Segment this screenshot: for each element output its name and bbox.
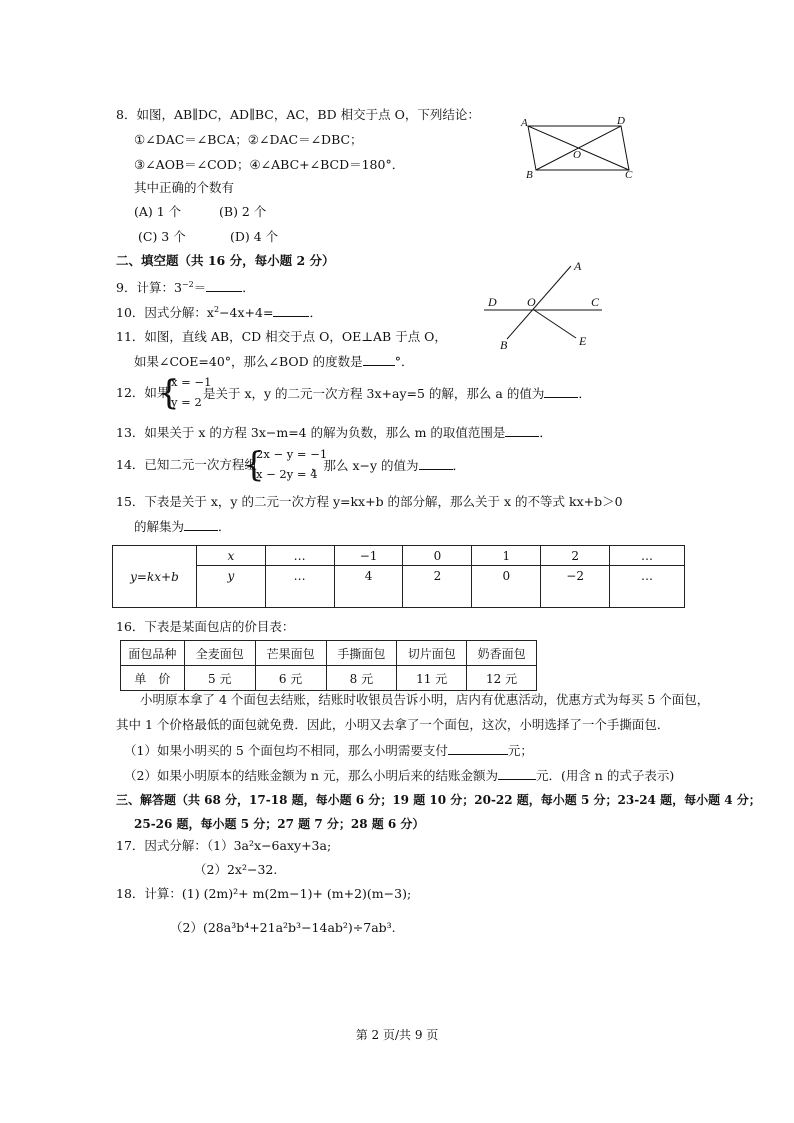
q10-pre: 10．因式分解：x	[116, 305, 214, 320]
q11-line1: 11．如图，直线 AB，CD 相交于点 O，OE⊥AB 于点 O，	[116, 329, 447, 344]
q15-y-header: y	[196, 566, 265, 608]
q16-price-cell: 11 元	[397, 666, 467, 691]
q15-y-cell: …	[610, 566, 685, 608]
q16-para1: 小明原本拿了 4 个面包去结账，结账时收银员告诉小明，店内有优惠活动，优惠方式为每买 5 个面包，	[140, 692, 710, 707]
q13	[116, 424, 552, 441]
q16-header-cell: 芒果面包	[255, 641, 326, 666]
q13-end: ．	[539, 425, 552, 440]
q9	[116, 279, 255, 296]
q8-parallelogram-figure	[512, 112, 642, 182]
q8-label-o: O	[573, 149, 581, 161]
q16-sub1-end: 元；	[507, 743, 533, 758]
q12-pre: 12．如果	[116, 385, 170, 400]
q15-x-cell: 0	[403, 546, 472, 566]
q16-header-cell: 切片面包	[397, 641, 467, 666]
q15-y-cell: 2	[403, 566, 472, 608]
q18-line2: （2）(28a³b⁴+21a²b³−14ab²)÷7ab³.	[170, 920, 396, 935]
q16-header-cell: 全麦面包	[184, 641, 255, 666]
q8-label-d: D	[617, 115, 625, 127]
q11-end: °．	[394, 354, 414, 369]
q9-exponent: −2	[181, 279, 194, 289]
q8-label-b: B	[526, 169, 533, 181]
q15-x-cell: …	[265, 546, 334, 566]
q15-x-cell: …	[610, 546, 685, 566]
q16-title: 16．下表是某面包店的价目表：	[116, 619, 295, 634]
q15-y-cell: …	[265, 566, 334, 608]
section2-title: 二、填空题（共 16 分，每小题 2 分）	[116, 253, 335, 268]
q9-answer-blank[interactable]	[206, 279, 242, 292]
q9-post: ＝	[193, 280, 207, 295]
q15-answer-blank[interactable]	[184, 518, 218, 531]
q12-answer-blank[interactable]	[544, 385, 578, 398]
q16-header-cell: 面包品种	[121, 641, 185, 666]
q12-end: ．	[578, 386, 591, 401]
q14-answer-blank[interactable]	[419, 457, 453, 470]
q15-x-header: x	[196, 546, 265, 566]
q15-table-label: y=kx+b	[113, 546, 197, 608]
q14-post	[311, 457, 465, 474]
q16-sub1	[124, 742, 533, 759]
q12-post-text: 是关于 x，y 的二元一次方程 3x+ay=5 的解，那么 a 的值为	[203, 386, 545, 401]
q14-post-text: ，那么 x−y 的值为	[311, 458, 419, 473]
q15-y-cell: 0	[472, 566, 541, 608]
q8-option-c: (C) 3 个	[138, 229, 186, 244]
q16-sub1-text: （1）如果小明买的 5 个面包均不相同，那么小明需要支付	[124, 743, 448, 758]
q11-label-d: D	[488, 295, 497, 309]
q13-answer-blank[interactable]	[505, 424, 539, 437]
q15-y-cell: 4	[334, 566, 403, 608]
q11-line2	[134, 353, 413, 370]
q11-label-e: E	[579, 334, 587, 348]
q16-sub1-answer-blank[interactable]	[448, 742, 508, 755]
q8-option-d: (D) 4 个	[230, 229, 279, 244]
section3-title-line2: 25-26 题，每小题 5 分；27 题 7 分；28 题 6 分）	[134, 817, 425, 831]
q12-brace: {	[158, 373, 180, 413]
q8-line4: 其中正确的个数有	[134, 180, 235, 195]
q17-line1: 17．因式分解：（1）3a²x−6axy+3a;	[116, 838, 332, 853]
q8-line1: 8．如图，AB∥DC，AD∥BC，AC，BD 相交于点 O，下列结论：	[116, 107, 480, 122]
q16-sub2	[124, 767, 674, 784]
q9-pre: 9．计算：3	[116, 280, 182, 295]
q10-answer-blank[interactable]	[273, 304, 309, 317]
q11-line2-text: 如果∠COE=40°，那么∠BOD 的度数是	[134, 354, 363, 369]
q15-line2-text: 的解集为	[134, 519, 185, 534]
q10-end: ．	[309, 305, 322, 320]
q13-text: 13．如果关于 x 的方程 3x−m=4 的解为负数，那么 m 的取值范围是	[116, 425, 506, 440]
q11-label-c: C	[591, 295, 600, 309]
q8-label-a: A	[521, 117, 528, 129]
q12-post	[203, 385, 591, 402]
q12-system-eq1: x = −1	[171, 375, 212, 389]
q10	[116, 304, 322, 321]
q8-option-b: (B) 2 个	[219, 204, 267, 219]
q8-line2: ①∠DAC＝∠BCA；②∠DAC＝∠DBC；	[134, 132, 363, 147]
q14-system-eq2: x − 2y = 4	[256, 467, 318, 481]
q14-pre: 14．已知二元一次方程组	[116, 457, 257, 472]
q14-system-eq1: 2x − y = −1	[256, 447, 328, 461]
q16-para2: 其中 1 个价格最低的面包就免费．因此，小明又去拿了一个面包，这次，小明选择了一个手撕面包．	[116, 717, 670, 732]
q11-intersecting-lines-figure	[484, 258, 614, 352]
q15-end: ．	[218, 519, 231, 534]
q16-price-cell: 单 价	[121, 666, 185, 691]
q16-sub2-end: 元．(用含 n 的式子表示)	[535, 768, 675, 783]
q15-y-cell: −2	[541, 566, 610, 608]
q16-price-cell: 6 元	[255, 666, 326, 691]
q15-line2	[134, 518, 231, 535]
q15-solution-table	[112, 545, 685, 608]
q15-x-cell: 2	[541, 546, 610, 566]
q11-label-o: O	[527, 295, 536, 309]
section3-title-line1: 三、解答题（共 68 分，17-18 题，每小题 6 分；19 题 10 分；20-22 题，每小题 5 分；23-24 题，每小题 4 分；	[116, 793, 761, 807]
q12-system-eq2: y = 2	[171, 395, 202, 409]
q14-end: ．	[452, 458, 466, 473]
q16-sub2-text: （2）如果小明原本的结账金额为 n 元，那么小明后来的结账金额为	[124, 768, 498, 783]
q10-exponent: 2	[213, 304, 220, 314]
q14-brace: {	[243, 445, 265, 485]
q18-line1: 18．计算：(1) (2m)²+ m(2m−1)+ (m+2)(m−3);	[116, 886, 412, 901]
q8-line3: ③∠AOB＝∠COD；④∠ABC+∠BCD＝180°．	[134, 157, 405, 172]
q16-header-cell: 手撕面包	[326, 641, 397, 666]
q11-label-a: A	[574, 259, 582, 273]
q17-line2: （2）2x²−32.	[194, 862, 278, 877]
q15-x-cell: −1	[334, 546, 403, 566]
q9-end: ．	[242, 280, 255, 295]
q16-price-table	[120, 640, 537, 691]
page-footer: 第 2 页/共 9 页	[355, 1028, 439, 1042]
q16-sub2-answer-blank[interactable]	[498, 767, 536, 780]
q8-label-c: C	[625, 169, 633, 181]
q11-label-b: B	[500, 338, 508, 352]
q10-post: −4x+4=	[219, 305, 274, 320]
q16-price-cell: 5 元	[184, 666, 255, 691]
q16-price-cell: 8 元	[326, 666, 397, 691]
q8-option-a: (A) 1 个	[134, 204, 182, 219]
q15-line1: 15．下表是关于 x，y 的二元一次方程 y=kx+b 的部分解，那么关于 x 的不等式 kx+b＞0	[116, 494, 623, 509]
q16-header-cell: 奶香面包	[467, 641, 537, 666]
q15-x-cell: 1	[472, 546, 541, 566]
q16-price-cell: 12 元	[467, 666, 537, 691]
q11-answer-blank[interactable]	[363, 353, 395, 366]
